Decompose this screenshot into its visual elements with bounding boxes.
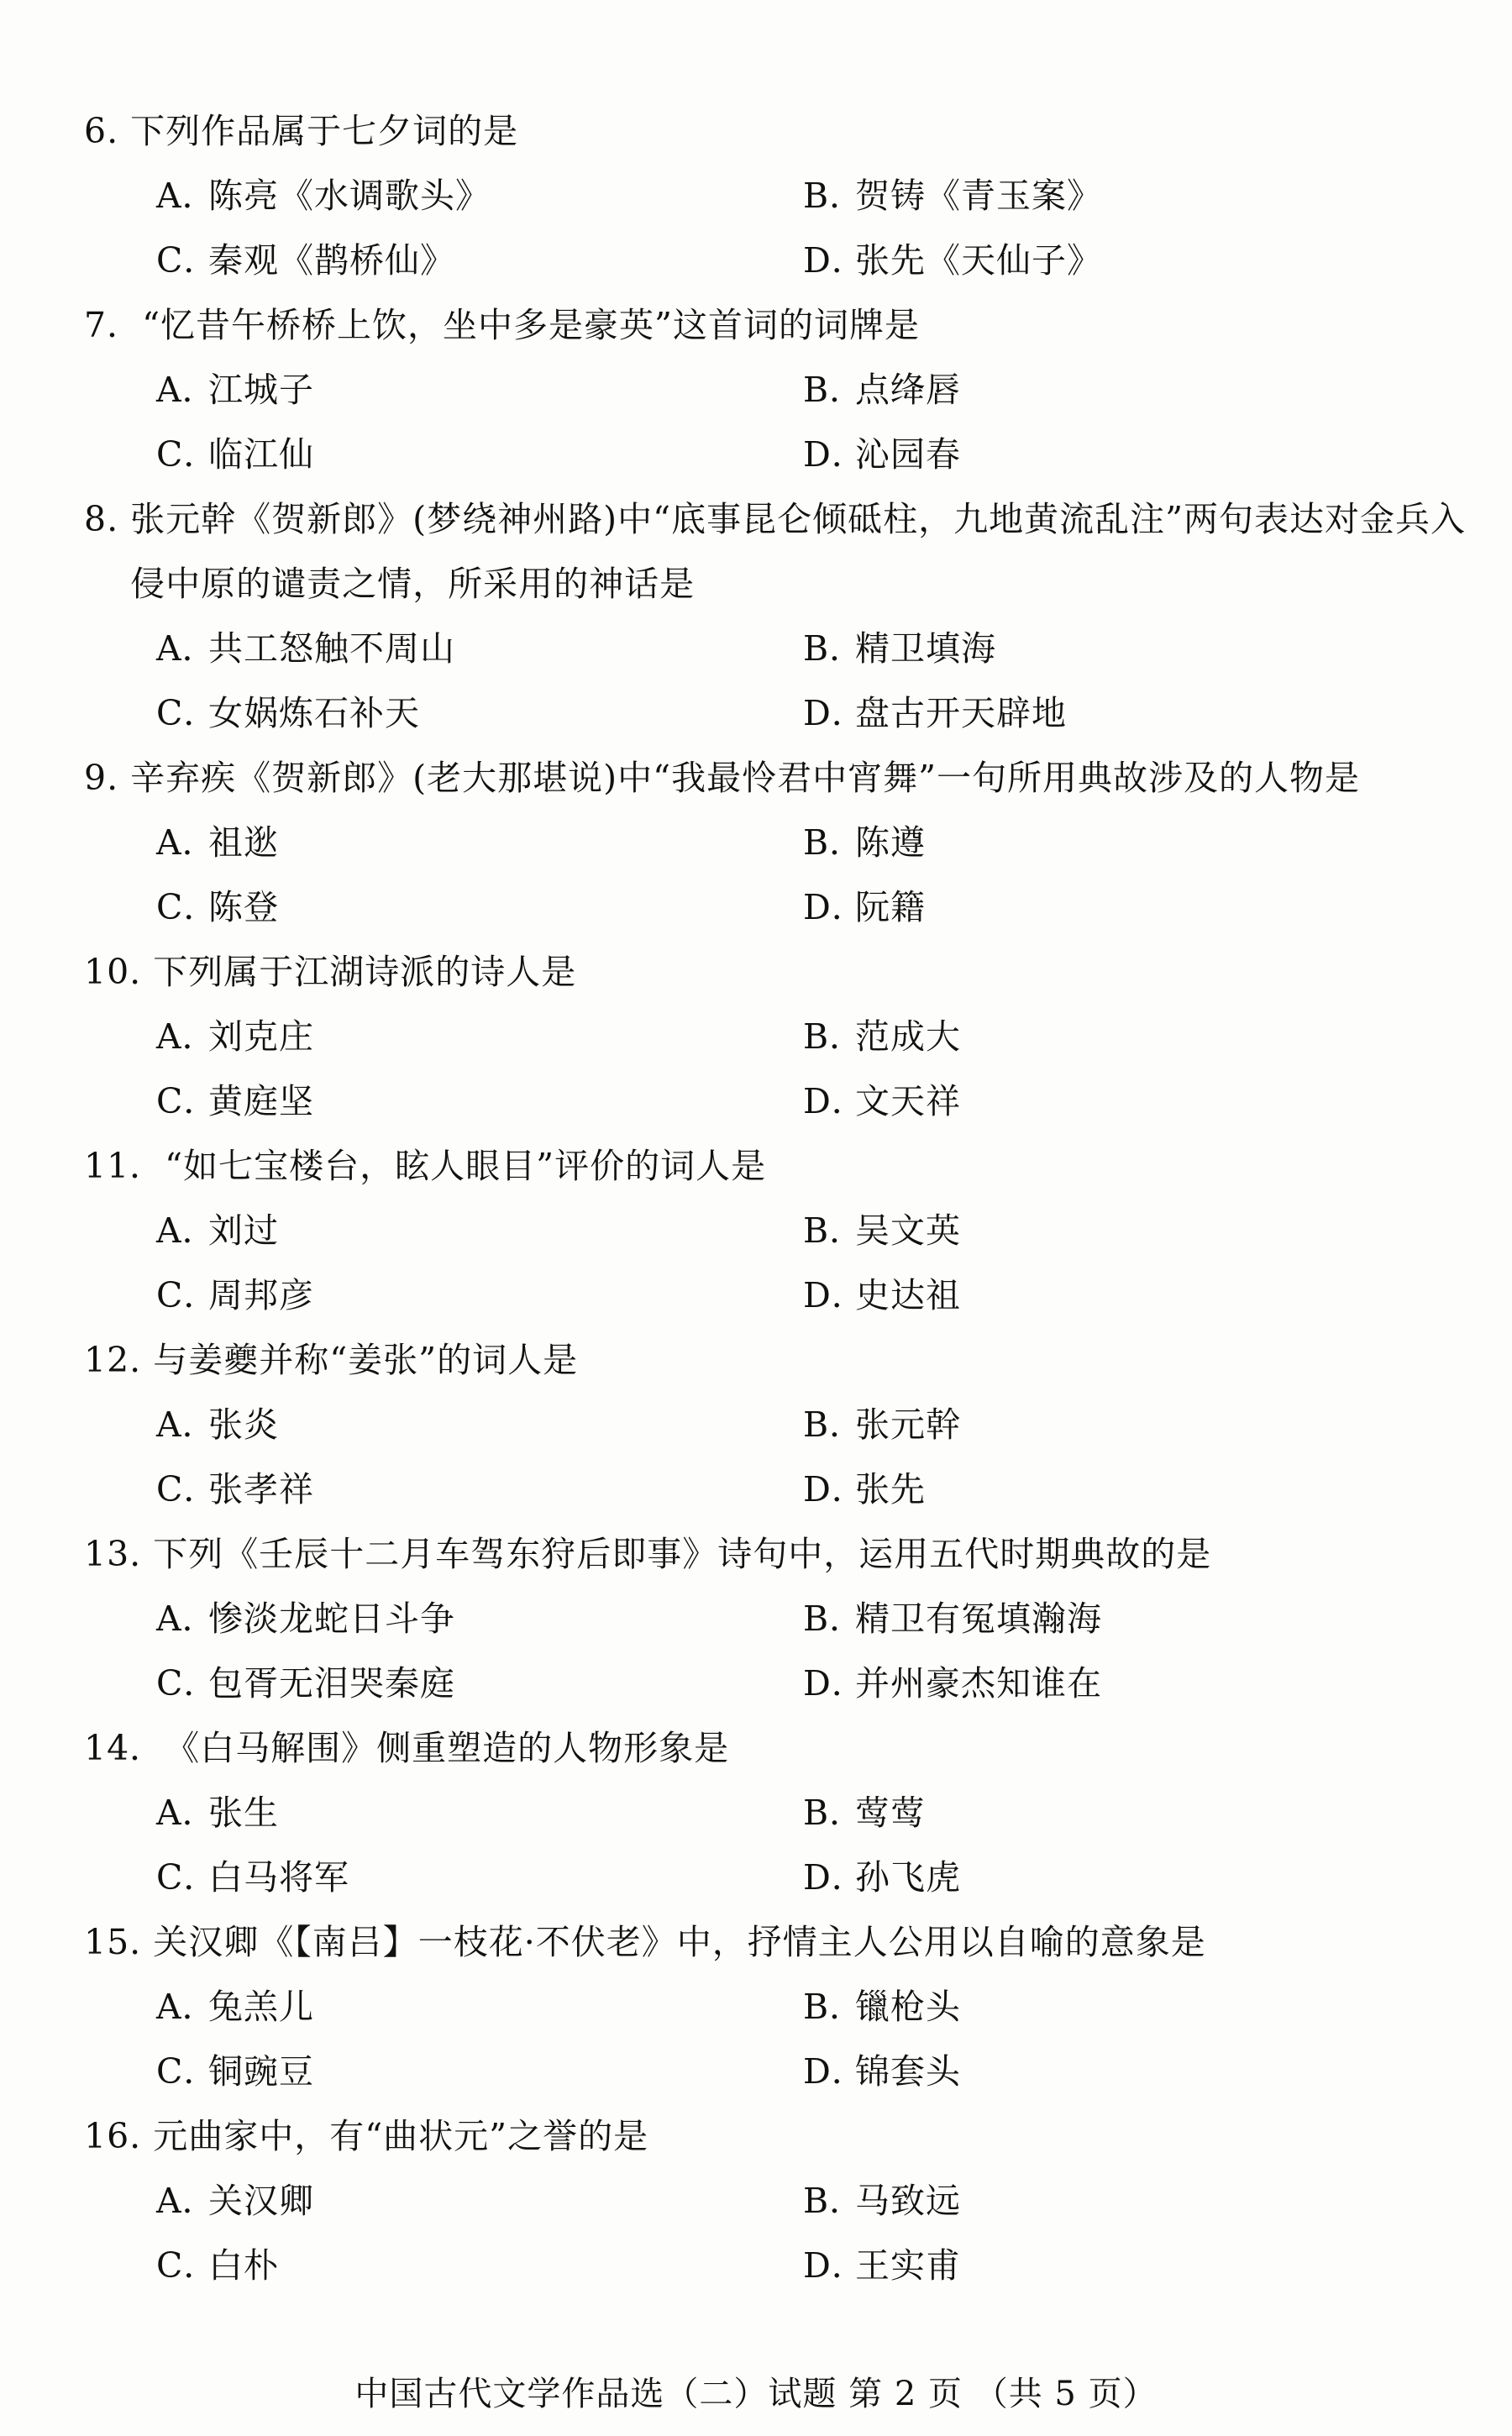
option-letter: C． bbox=[156, 240, 219, 281]
option-text: 张孝祥 bbox=[208, 1469, 314, 1509]
option-letter: A． bbox=[156, 1210, 218, 1251]
option-item bbox=[803, 617, 1450, 681]
option-item bbox=[156, 2040, 803, 2104]
option-text: 刘克庄 bbox=[208, 1016, 314, 1057]
question-stem bbox=[84, 940, 1478, 1005]
option-letter: D． bbox=[803, 1275, 867, 1315]
option-letter: D． bbox=[803, 1663, 867, 1704]
option-item bbox=[803, 1845, 1450, 1910]
option-item bbox=[803, 2234, 1450, 2298]
option-item bbox=[156, 1651, 803, 1716]
option-letter: A． bbox=[156, 1404, 218, 1445]
question-7 bbox=[84, 293, 1478, 487]
option-letter: D． bbox=[803, 1081, 867, 1121]
option-grid bbox=[84, 617, 1478, 746]
option-item bbox=[803, 2040, 1450, 2104]
option-text: 马致远 bbox=[855, 2181, 961, 2221]
option-text: 黄庭坚 bbox=[208, 1081, 314, 1121]
option-text: 白朴 bbox=[208, 2245, 279, 2286]
option-letter: D． bbox=[803, 434, 867, 475]
option-text: 铜豌豆 bbox=[208, 2051, 314, 2092]
option-item bbox=[803, 1457, 1450, 1522]
question-text: 张元幹《贺新郎》(梦绕神州路)中“底事昆仑倾砥柱，九地黄流乱注”两句表达对金兵入侵中原的谴责之情，所采用的神话是 bbox=[130, 499, 1467, 604]
option-item bbox=[803, 1005, 1450, 1069]
option-text: 周邦彦 bbox=[208, 1275, 314, 1315]
option-letter: C． bbox=[156, 2245, 219, 2286]
option-item bbox=[803, 423, 1450, 487]
option-text: 精卫有冤填瀚海 bbox=[855, 1599, 1102, 1639]
option-item bbox=[803, 681, 1450, 746]
option-letter: B． bbox=[803, 2181, 865, 2221]
option-letter: D． bbox=[803, 1469, 867, 1509]
option-text: 陈登 bbox=[208, 887, 279, 927]
option-text: 刘过 bbox=[208, 1210, 279, 1251]
option-letter: D． bbox=[803, 693, 867, 733]
option-item bbox=[156, 1199, 803, 1263]
option-letter: D． bbox=[803, 2051, 867, 2092]
option-text: 张元幹 bbox=[855, 1404, 961, 1445]
option-text: 精卫填海 bbox=[855, 628, 996, 669]
option-text: 江城子 bbox=[208, 370, 314, 410]
option-text: 镴枪头 bbox=[855, 1987, 961, 2027]
option-item bbox=[156, 1587, 803, 1651]
question-stem bbox=[84, 293, 1478, 358]
option-letter: B． bbox=[803, 1016, 865, 1057]
question-number: 10 . bbox=[84, 940, 153, 1005]
question-stem bbox=[84, 746, 1478, 811]
option-letter: A． bbox=[156, 1793, 218, 1833]
question-stem bbox=[84, 2104, 1478, 2169]
option-item bbox=[156, 2169, 803, 2234]
option-letter: C． bbox=[156, 1469, 219, 1509]
option-letter: D． bbox=[803, 240, 867, 281]
option-text: 祖逖 bbox=[208, 822, 279, 863]
question-number: 16 . bbox=[84, 2104, 153, 2169]
option-item bbox=[156, 875, 803, 940]
option-item bbox=[803, 164, 1450, 228]
question-list bbox=[84, 99, 1478, 2298]
option-item bbox=[156, 1263, 803, 1328]
option-item bbox=[803, 1199, 1450, 1263]
option-text: 盘古开天辟地 bbox=[855, 693, 1067, 733]
option-letter: A． bbox=[156, 822, 218, 863]
option-text: 并州豪杰知谁在 bbox=[855, 1663, 1102, 1704]
option-letter: D． bbox=[803, 1857, 867, 1898]
question-stem bbox=[84, 1134, 1478, 1199]
option-item bbox=[156, 358, 803, 423]
option-grid bbox=[84, 1199, 1478, 1328]
option-letter: C． bbox=[156, 1857, 219, 1898]
option-item bbox=[803, 1587, 1450, 1651]
option-item bbox=[156, 164, 803, 228]
option-letter: C． bbox=[156, 1081, 219, 1121]
option-text: 莺莺 bbox=[855, 1793, 926, 1833]
option-text: 关汉卿 bbox=[208, 2181, 314, 2221]
question-number: 8 . bbox=[84, 487, 130, 617]
question-text: 下列属于江湖诗派的诗人是 bbox=[153, 952, 577, 992]
option-item bbox=[156, 1975, 803, 2040]
option-item bbox=[156, 1781, 803, 1845]
option-item bbox=[803, 1781, 1450, 1845]
option-text: 陈亮《水调歌头》 bbox=[208, 176, 491, 216]
option-text: 张先《天仙子》 bbox=[855, 240, 1102, 281]
question-number: 12 . bbox=[84, 1328, 153, 1393]
question-text: 辛弃疾《贺新郎》(老大那堪说)中“我最怜君中宵舞”一句所用典故涉及的人物是 bbox=[130, 758, 1361, 798]
option-text: 张先 bbox=[855, 1469, 926, 1509]
question-number: 14． bbox=[84, 1728, 165, 1768]
option-letter: B． bbox=[803, 1599, 865, 1639]
question-15 bbox=[84, 1910, 1478, 2104]
option-text: 秦观《鹊桥仙》 bbox=[208, 240, 455, 281]
option-item bbox=[803, 1393, 1450, 1457]
option-item bbox=[803, 1975, 1450, 2040]
option-letter: A． bbox=[156, 2181, 218, 2221]
option-letter: B． bbox=[803, 1404, 865, 1445]
question-stem bbox=[84, 487, 1478, 617]
option-item bbox=[803, 1069, 1450, 1134]
option-letter: B． bbox=[803, 176, 865, 216]
option-letter: A． bbox=[156, 1987, 218, 2027]
question-number: 13 . bbox=[84, 1522, 153, 1587]
option-item bbox=[156, 228, 803, 293]
option-letter: C． bbox=[156, 2051, 219, 2092]
option-item bbox=[156, 1393, 803, 1457]
option-item bbox=[803, 875, 1450, 940]
option-item bbox=[156, 811, 803, 875]
option-grid bbox=[84, 164, 1478, 293]
option-letter: A． bbox=[156, 176, 218, 216]
option-text: 包胥无泪哭秦庭 bbox=[208, 1663, 455, 1704]
option-item bbox=[156, 681, 803, 746]
option-grid bbox=[84, 811, 1478, 940]
option-item bbox=[803, 358, 1450, 423]
question-6 bbox=[84, 99, 1478, 293]
option-text: 王实甫 bbox=[855, 2245, 961, 2286]
option-item bbox=[156, 1457, 803, 1522]
option-letter: A． bbox=[156, 370, 218, 410]
option-letter: D． bbox=[803, 2245, 867, 2286]
option-text: 张生 bbox=[208, 1793, 279, 1833]
option-grid bbox=[84, 1587, 1478, 1716]
option-text: 惨淡龙蛇日斗争 bbox=[208, 1599, 455, 1639]
option-text: 贺铸《青玉案》 bbox=[855, 176, 1102, 216]
question-10 bbox=[84, 940, 1478, 1134]
option-letter: C． bbox=[156, 693, 219, 733]
question-13 bbox=[84, 1522, 1478, 1716]
option-text: 锦套头 bbox=[855, 2051, 961, 2092]
option-letter: B． bbox=[803, 628, 865, 669]
option-letter: A． bbox=[156, 628, 218, 669]
option-letter: B． bbox=[803, 1987, 865, 2027]
question-stem bbox=[84, 1910, 1478, 1975]
question-text: “如七宝楼台，眩人眼目”评价的词人是 bbox=[165, 1146, 767, 1186]
option-letter: C． bbox=[156, 1275, 219, 1315]
option-text: 兔羔儿 bbox=[208, 1987, 314, 2027]
option-text: 陈遵 bbox=[855, 822, 926, 863]
option-item bbox=[803, 2169, 1450, 2234]
option-item bbox=[156, 1069, 803, 1134]
question-number: 9 . bbox=[84, 746, 130, 811]
option-letter: B． bbox=[803, 1210, 865, 1251]
option-text: 白马将军 bbox=[208, 1857, 349, 1898]
option-letter: C． bbox=[156, 1663, 219, 1704]
question-stem bbox=[84, 99, 1478, 164]
question-text: 关汉卿《【南吕】一枝花·不伏老》中，抒情主人公用以自喻的意象是 bbox=[153, 1922, 1206, 1962]
question-stem bbox=[84, 1328, 1478, 1393]
option-text: 史达祖 bbox=[855, 1275, 961, 1315]
option-text: 女娲炼石补天 bbox=[208, 693, 420, 733]
question-number: 11． bbox=[84, 1146, 165, 1186]
option-text: 阮籍 bbox=[855, 887, 926, 927]
question-number: 7． bbox=[84, 305, 143, 345]
option-item bbox=[156, 2234, 803, 2298]
question-stem bbox=[84, 1522, 1478, 1587]
option-text: 孙飞虎 bbox=[855, 1857, 961, 1898]
option-grid bbox=[84, 1975, 1478, 2104]
option-letter: C． bbox=[156, 887, 219, 927]
option-grid bbox=[84, 1005, 1478, 1134]
question-text: 《白马解围》侧重塑造的人物形象是 bbox=[165, 1728, 730, 1768]
option-letter: A． bbox=[156, 1016, 218, 1057]
option-item bbox=[156, 1005, 803, 1069]
question-text: 元曲家中，有“曲状元”之誉的是 bbox=[153, 2116, 649, 2156]
option-grid bbox=[84, 358, 1478, 487]
option-text: 吴文英 bbox=[855, 1210, 961, 1251]
option-letter: B． bbox=[803, 370, 865, 410]
option-text: 范成大 bbox=[855, 1016, 961, 1057]
question-text: 下列作品属于七夕词的是 bbox=[130, 111, 519, 151]
question-14 bbox=[84, 1716, 1478, 1910]
question-text: 下列《壬辰十二月车驾东狩后即事》诗句中，运用五代时期典故的是 bbox=[153, 1534, 1212, 1574]
question-16 bbox=[84, 2104, 1478, 2298]
question-8 bbox=[84, 487, 1478, 746]
option-text: 文天祥 bbox=[855, 1081, 961, 1121]
question-text: “忆昔午桥桥上饮，坐中多是豪英”这首词的词牌是 bbox=[142, 305, 921, 345]
option-item bbox=[156, 423, 803, 487]
option-item bbox=[803, 1651, 1450, 1716]
option-item bbox=[803, 811, 1450, 875]
option-text: 临江仙 bbox=[208, 434, 314, 475]
option-text: 沁园春 bbox=[855, 434, 961, 475]
option-letter: B． bbox=[803, 1793, 865, 1833]
question-9 bbox=[84, 746, 1478, 940]
option-grid bbox=[84, 1393, 1478, 1522]
option-letter: C． bbox=[156, 434, 219, 475]
option-text: 共工怒触不周山 bbox=[208, 628, 455, 669]
question-number: 15 . bbox=[84, 1910, 153, 1975]
option-letter: A． bbox=[156, 1599, 218, 1639]
option-item bbox=[803, 1263, 1450, 1328]
option-grid bbox=[84, 1781, 1478, 1910]
question-text: 与姜夔并称“姜张”的词人是 bbox=[153, 1340, 579, 1380]
option-grid bbox=[84, 2169, 1478, 2298]
page-footer: 中国古代文学作品选（二）试题 第 2 页 （共 5 页） bbox=[354, 2375, 1158, 2413]
option-letter: B． bbox=[803, 822, 865, 863]
question-12 bbox=[84, 1328, 1478, 1522]
option-text: 点绛唇 bbox=[855, 370, 961, 410]
question-number: 6 . bbox=[84, 99, 130, 164]
option-text: 张炎 bbox=[208, 1404, 279, 1445]
option-item bbox=[156, 1845, 803, 1910]
option-item bbox=[156, 617, 803, 681]
question-stem bbox=[84, 1716, 1478, 1781]
option-item bbox=[803, 228, 1450, 293]
question-11 bbox=[84, 1134, 1478, 1328]
option-letter: D． bbox=[803, 887, 867, 927]
